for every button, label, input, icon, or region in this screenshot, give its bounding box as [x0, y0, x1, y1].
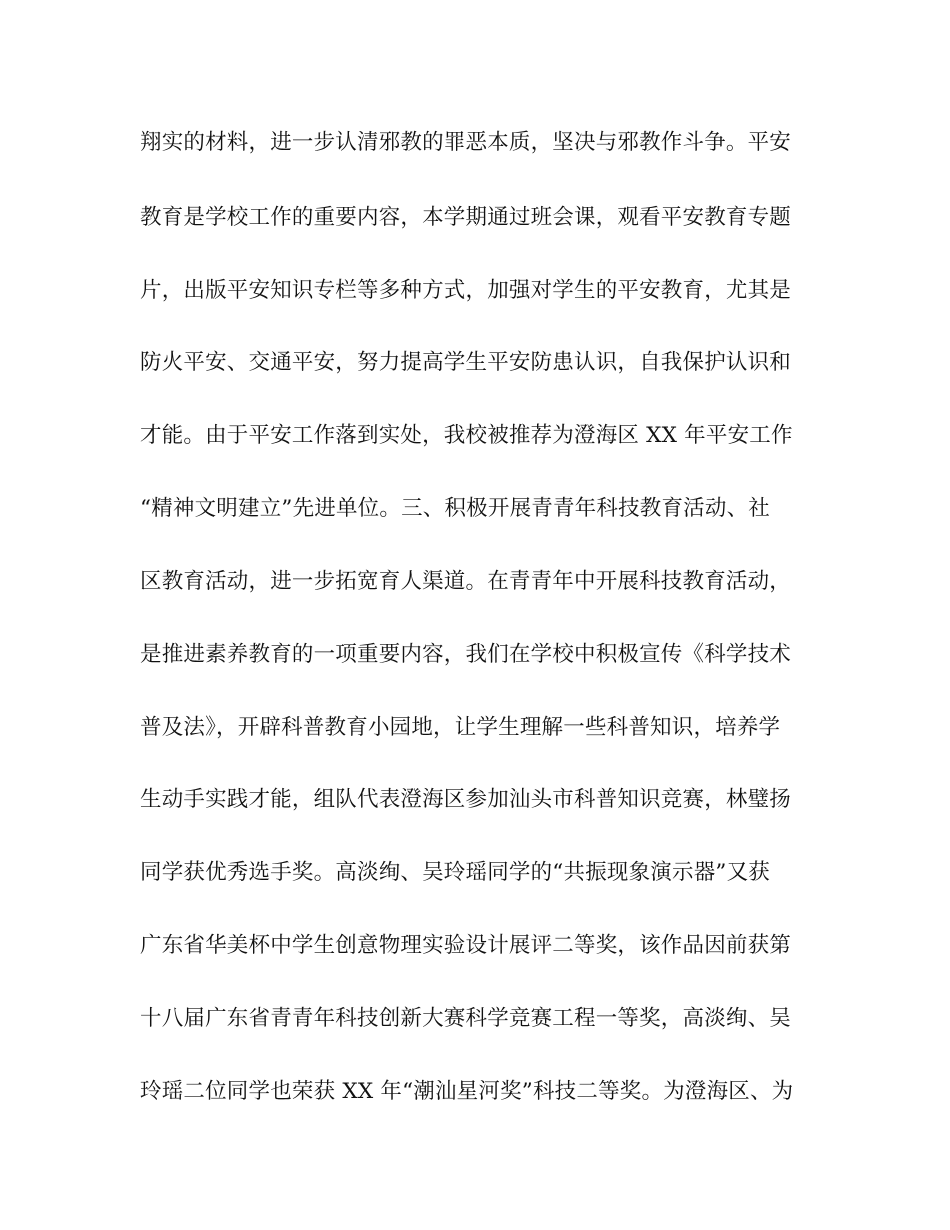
text-line: 同学获优秀选手奖。高淡绚、吴玲瑶同学的“共振现象演示器”又获: [140, 860, 770, 885]
text-line: 才能。由于平安工作落到实处，我校被推荐为澄海区 XX 年平安工作: [140, 423, 793, 448]
text-line: 区教育活动，进一步拓宽育人渠道。在青青年中开展科技教育活动，: [140, 569, 792, 594]
text-line: 教育是学校工作的重要内容，本学期通过班会课，观看平安教育专题: [140, 205, 792, 230]
text-line: 翔实的材料，进一步认清邪教的罪恶本质，坚决与邪教作斗争。平安: [140, 130, 792, 155]
text-line: 防火平安、交通平安，努力提高学生平安防患认识，自我保护认识和: [140, 350, 792, 375]
text-line: 玲瑶二位同学也荣获 XX 年“潮汕星河奖”科技二等奖。为澄海区、为: [140, 1079, 794, 1104]
text-line: 广东省华美杯中学生创意物理实验设计展评二等奖，该作品因前获第: [140, 933, 792, 958]
text-line: 十八届广东省青青年科技创新大赛科学竞赛工程一等奖，高淡绚、吴: [140, 1006, 792, 1031]
text-line: 生动手实践才能，组队代表澄海区参加汕头市科普知识竞赛，林璧扬: [140, 787, 792, 812]
text-line: “精神文明建立”先进单位。三、积极开展青青年科技教育活动、社: [140, 496, 770, 521]
text-line: 普及法》，开辟科普教育小园地，让学生理解一些科普知识，培养学: [140, 715, 781, 740]
text-line: 片，出版平安知识专栏等多种方式，加强对学生的平安教育，尤其是: [140, 278, 792, 303]
text-line: 是推进素养教育的一项重要内容，我们在学校中积极宣传《科学技术: [140, 642, 792, 667]
